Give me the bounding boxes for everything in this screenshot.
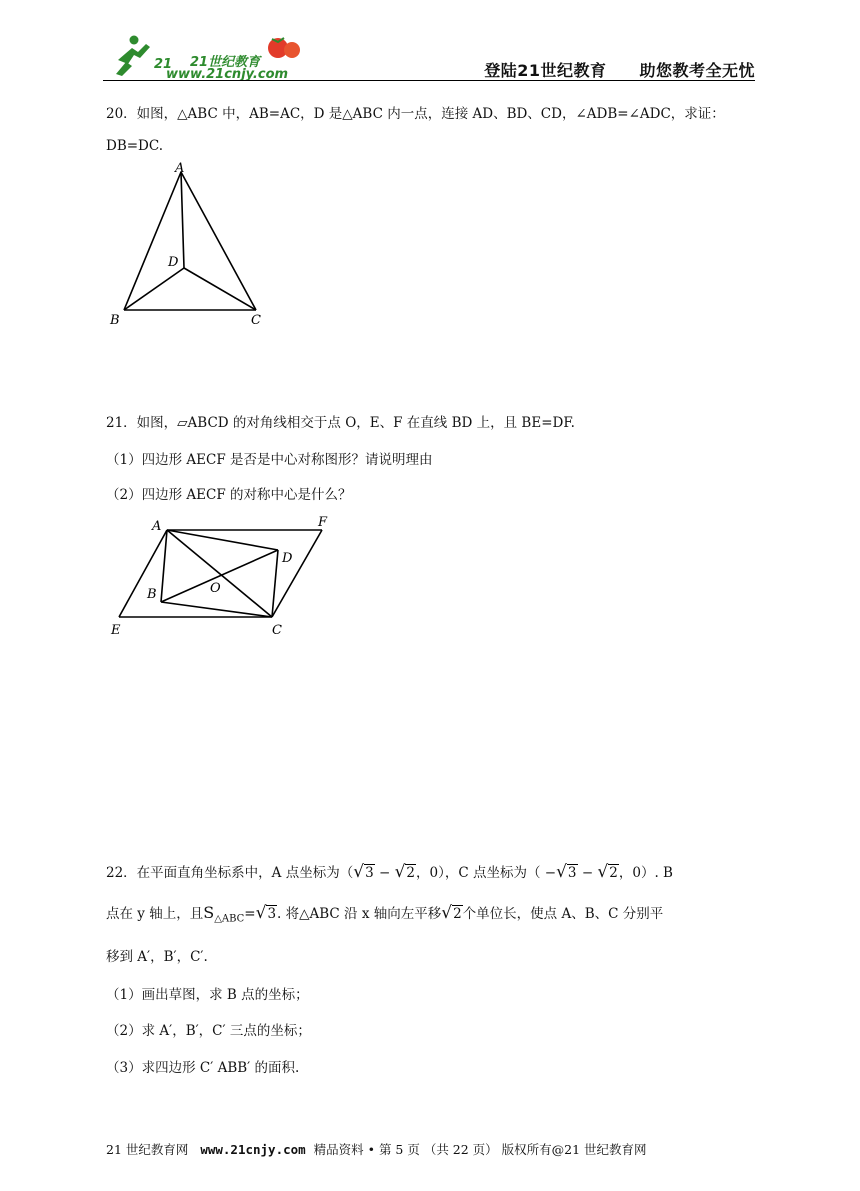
q22-a-coordinate-expr xyxy=(353,862,416,883)
q22-area-equals: = xyxy=(244,906,256,922)
q21-label-f: F xyxy=(318,515,328,530)
q22-line2-text-a: 点在 y 轴上，且 xyxy=(106,906,204,922)
q22-area-expr xyxy=(203,903,277,930)
q22-c-minus1: − xyxy=(544,865,557,881)
q20-label-d: D xyxy=(168,255,179,270)
sqrt-icon: √ xyxy=(394,862,406,882)
q22-area-s: S xyxy=(203,903,215,922)
q22-c-sqrt3: 3 xyxy=(567,865,577,881)
q20-label-c: C xyxy=(251,313,261,328)
q20-line2: DB=DC. xyxy=(106,138,164,154)
footer-url-link[interactable]: www.21cnjy.com xyxy=(200,1142,306,1157)
q21-line2: （1）四边形 AECF 是否是中心对称图形？请说明理由 xyxy=(106,452,433,468)
q22-line3: 移到 A′，B′，C′. xyxy=(106,949,208,965)
q20-triangle-figure xyxy=(104,160,274,330)
q22-a-minus: − xyxy=(378,865,391,881)
q22-area-sub: △ABC xyxy=(214,913,245,925)
sqrt-icon: √ xyxy=(556,862,567,882)
logo-21: 21 xyxy=(154,57,173,72)
q22-line2-text-b: . 将△ABC 沿 x 轴向左平移 xyxy=(277,906,442,922)
q20-label-a: A xyxy=(175,161,185,176)
q20-line1: 20．如图，△ABC 中，AB=AC，D 是△ABC 内一点，连接 AD、BD、CD，∠ADB=∠ADC，求证： xyxy=(106,106,725,122)
q22-sub3: （3）求四边形 C′ ABB′ 的面积. xyxy=(106,1060,300,1076)
q22-line2-text-c: 个单位长，使点 A、B、C 分别平 xyxy=(462,906,664,922)
sqrt-icon: √ xyxy=(441,903,453,923)
q21-line1: 21．如图，▱ABCD 的对角线相交于点 O，E、F 在直线 BD 上，且 BE=DF. xyxy=(106,415,575,431)
q21-label-e: E xyxy=(111,623,121,638)
q22-sub1: （1）画出草图，求 B 点的坐标； xyxy=(106,987,309,1003)
q22-a-sqrt3: 3 xyxy=(365,865,374,881)
sqrt-icon: √ xyxy=(255,903,267,923)
sqrt-icon: √ xyxy=(353,862,365,882)
q22-c-coordinate-expr xyxy=(545,862,619,883)
q20-label-b: B xyxy=(110,313,120,328)
q21-parallelogram-figure xyxy=(104,510,344,640)
q21-label-d: D xyxy=(282,551,293,566)
q22-shift-expr xyxy=(441,903,462,924)
q22-line2 xyxy=(106,903,663,930)
header-tagline: 登陆21世纪教育 助您教考全无忧 xyxy=(484,61,755,80)
logo-name: 21世纪教育 xyxy=(190,55,261,70)
q21-label-b: B xyxy=(147,587,157,602)
q22-line1 xyxy=(106,862,673,883)
q21-label-a: A xyxy=(152,519,162,534)
q22-sub2: （2）求 A′，B′，C′ 三点的坐标； xyxy=(106,1023,311,1039)
q22-line1-text-c: ，0）. B xyxy=(618,865,673,881)
footer-site-name: 21 世纪教育网 xyxy=(106,1142,189,1157)
sqrt-icon: √ xyxy=(597,862,609,882)
footer-page-info: 精品资料 • 第 5 页 （共 22 页） 版权所有@21 世纪教育网 xyxy=(313,1142,647,1157)
site-logo[interactable] xyxy=(108,30,308,80)
logo-graphic xyxy=(108,30,308,80)
q22-c-minus2: − xyxy=(581,865,594,881)
q22-shift-sqrt2: 2 xyxy=(453,906,462,922)
page-footer xyxy=(106,1140,647,1158)
q21-label-c: C xyxy=(272,623,282,638)
header-divider xyxy=(103,80,755,81)
q22-a-sqrt2: 2 xyxy=(406,865,415,881)
q21-label-o: O xyxy=(210,581,221,596)
q22-area-sqrt3: 3 xyxy=(267,906,277,922)
logo-url: www.21cnjy.com xyxy=(166,67,289,80)
q22-c-sqrt2: 2 xyxy=(609,865,618,881)
q21-line3: （2）四边形 AECF 的对称中心是什么？ xyxy=(106,487,352,503)
q22-line1-text-a: 22．在平面直角坐标系中，A 点坐标为（ xyxy=(106,865,354,881)
q22-line1-text-b: ，0），C 点坐标为（ xyxy=(416,865,541,881)
